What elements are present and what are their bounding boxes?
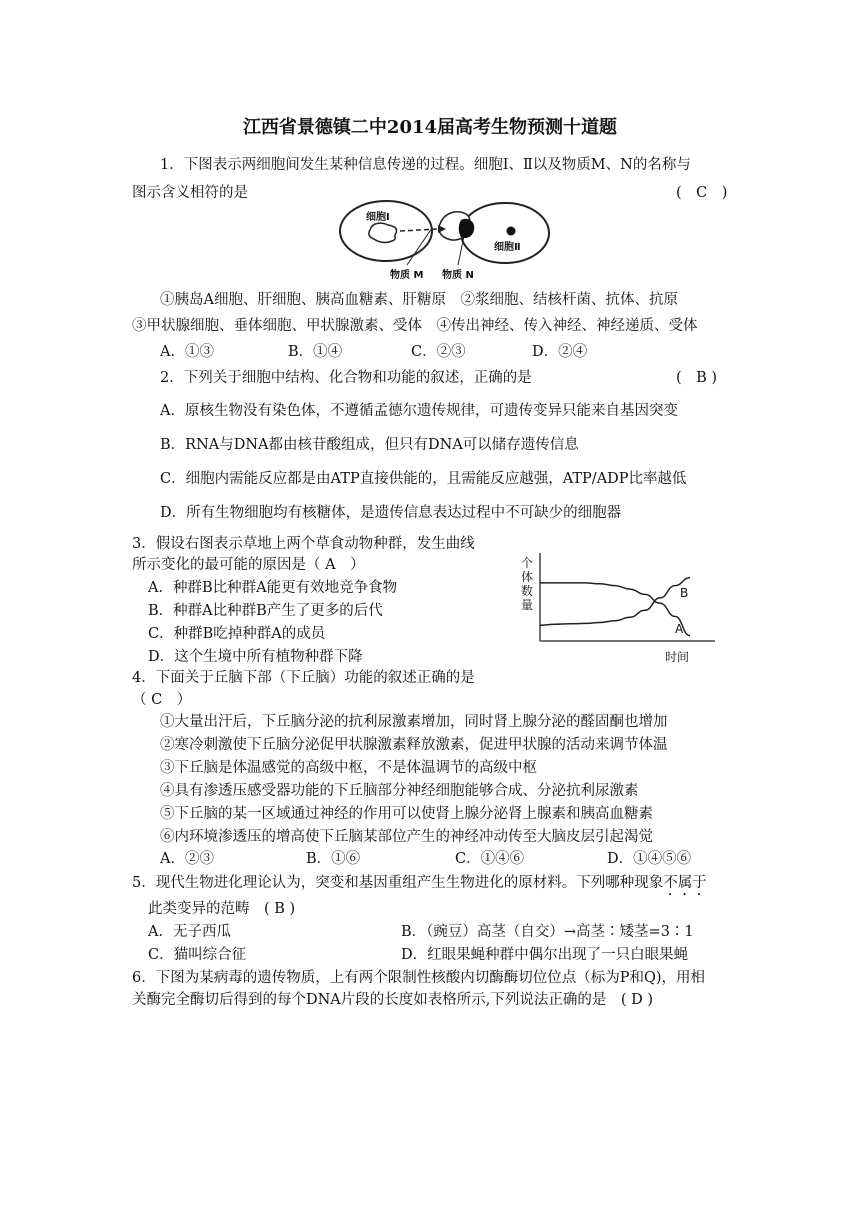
page-title: 江西省景德镇二中2014届高考生物预测十道题 bbox=[242, 117, 618, 138]
series-a-label: A bbox=[675, 622, 684, 636]
q1-cell-signal-figure bbox=[330, 198, 560, 284]
q1-items-line2: ③甲状腺细胞、垂体细胞、甲状腺激素、受体 ④传出神经、传入神经、神经递质、受体 bbox=[132, 318, 698, 334]
substance-m-label: 物质 M bbox=[390, 270, 424, 281]
q4-stem: 4．下面关于丘脑下部（下丘脑）功能的叙述正确的是 bbox=[132, 670, 475, 686]
q1-items-line1: ①胰岛A细胞、肝细胞、胰高血糖素、肝糖原 ②浆细胞、结核杆菌、抗体、抗原 bbox=[160, 292, 678, 308]
label-m-pointer bbox=[407, 228, 432, 265]
q1-stem-line2: 图示含义相符的是 bbox=[132, 185, 248, 201]
q3-option-d: D．这个生境中所有植物种群下降 bbox=[148, 649, 363, 665]
label-n-pointer bbox=[458, 236, 464, 265]
q1-stem-line1: 1．下图表示两细胞间发生某种信息传递的过程。细胞Ⅰ、Ⅱ以及物质M、N的名称与 bbox=[160, 157, 691, 173]
q3-stem-line1: 3．假设右图表示草地上两个草食动物种群，发生曲线 bbox=[132, 536, 475, 552]
q2-option-b: B．RNA与DNA都由核苷酸组成，但只有DNA可以储存遗传信息 bbox=[160, 437, 579, 453]
q5-emphasis: 不属于 bbox=[663, 875, 707, 891]
q4-item-5: ⑤下丘脑的某一区域通过神经的作用可以使肾上腺分泌肾上腺素和胰高血糖素 bbox=[160, 806, 653, 822]
q2-option-c: C．细胞内需能反应都是由ATP直接供能的，且需能反应越强，ATP/ADP比率越低 bbox=[160, 471, 687, 487]
q4-option-d: D．①④⑤⑥ bbox=[607, 851, 692, 867]
q3-stem-line2: 所示变化的最可能的原因是（ A ） bbox=[132, 557, 365, 573]
q1-option-a: A．①③ bbox=[160, 344, 214, 360]
q4-item-2: ②寒冷刺激使下丘脑分泌促甲状腺激素释放激素，促进甲状腺的活动来调节体温 bbox=[160, 737, 668, 753]
q4-option-c: C．①④⑥ bbox=[455, 851, 525, 867]
q2-option-a: A．原核生物没有染色体，不遵循孟德尔遗传规律，可遗传变异只能来自基因突变 bbox=[160, 403, 678, 419]
q4-item-1: ①大量出汗后，下丘脑分泌的抗利尿激素增加，同时肾上腺分泌的醛固酮也增加 bbox=[160, 714, 668, 730]
cell-1-nucleus bbox=[369, 223, 397, 242]
q1-option-c: C．②③ bbox=[411, 344, 466, 360]
q5-stem-text: 5．现代生物进化理论认为，突变和基因重组产生生物进化的原材料。下列哪种现象 bbox=[132, 875, 664, 891]
q5-option-b: B．（豌豆）高茎（自交）→高茎∶矮茎=3∶1 bbox=[401, 924, 694, 940]
q4-item-3: ③下丘脑是体温感觉的高级中枢，不是体温调节的高级中枢 bbox=[160, 760, 537, 776]
q2-stem: 2．下列关于细胞中结构、化合物和功能的叙述，正确的是 bbox=[160, 370, 532, 386]
q2-answer: ( B ) bbox=[676, 370, 718, 386]
series-b-line bbox=[540, 578, 690, 626]
q1-option-b: B．①④ bbox=[288, 344, 343, 360]
q5-option-d: D．红眼果蝇种群中偶尔出现了一只白眼果蝇 bbox=[401, 947, 689, 963]
chart-ylabel-2: 体 bbox=[520, 570, 534, 584]
q3-option-c: C．种群B吃掉种群A的成员 bbox=[148, 626, 326, 642]
substance-n-receptor bbox=[459, 219, 475, 238]
cell-1-label: 细胞Ⅰ bbox=[366, 212, 390, 223]
q5-option-a: A．无子西瓜 bbox=[148, 924, 231, 940]
q3-option-b: B．种群A比种群B产生了更多的后代 bbox=[148, 603, 383, 619]
q4-option-a: A．②③ bbox=[160, 851, 214, 867]
q4-answer: （ C ） bbox=[132, 692, 192, 708]
q6-line2: 关酶完全酶切后得到的每个DNA片段的长度如表格所示,下列说法正确的是 ( D ) bbox=[132, 992, 654, 1008]
series-b-label: B bbox=[680, 586, 689, 600]
q5-stem-line2: 此类变异的范畴 ( B ) bbox=[148, 901, 296, 917]
q4-option-b: B．①⑥ bbox=[306, 851, 361, 867]
q3-population-chart bbox=[515, 545, 725, 670]
substance-n-label: 物质 N bbox=[442, 270, 474, 281]
q4-item-4: ④具有渗透压感受器功能的下丘脑部分神经细胞能够合成、分泌抗利尿激素 bbox=[160, 783, 639, 799]
q5-option-c: C．猫叫综合征 bbox=[148, 947, 247, 963]
cell-2-nucleus bbox=[507, 227, 516, 236]
cell-2-outline bbox=[461, 203, 549, 263]
q4-item-6: ⑥内环境渗透压的增高使下丘脑某部位产生的神经冲动传至大脑皮层引起渴觉 bbox=[160, 829, 653, 845]
chart-ylabel-1: 个 bbox=[520, 556, 534, 570]
cell-2-label: 细胞Ⅱ bbox=[494, 242, 521, 253]
q1-option-d: D．②④ bbox=[532, 344, 588, 360]
chart-xlabel: 时间 bbox=[664, 650, 690, 664]
q3-option-a: A．种群B比种群A能更有效地竞争食物 bbox=[148, 580, 398, 596]
q6-line1: 6．下图为某病毒的遗传物质，上有两个限制性核酸内切酶酶切位位点（标为P和Q)，用相 bbox=[132, 970, 706, 986]
chart-ylabel-3: 数 bbox=[520, 584, 534, 598]
q5-stem-line1 bbox=[132, 873, 707, 899]
q2-option-d: D．所有生物细胞均有核糖体，是遗传信息表达过程中不可缺少的细胞器 bbox=[160, 505, 622, 521]
q1-answer: ( C ) bbox=[676, 185, 728, 201]
chart-ylabel-4: 量 bbox=[520, 598, 534, 612]
